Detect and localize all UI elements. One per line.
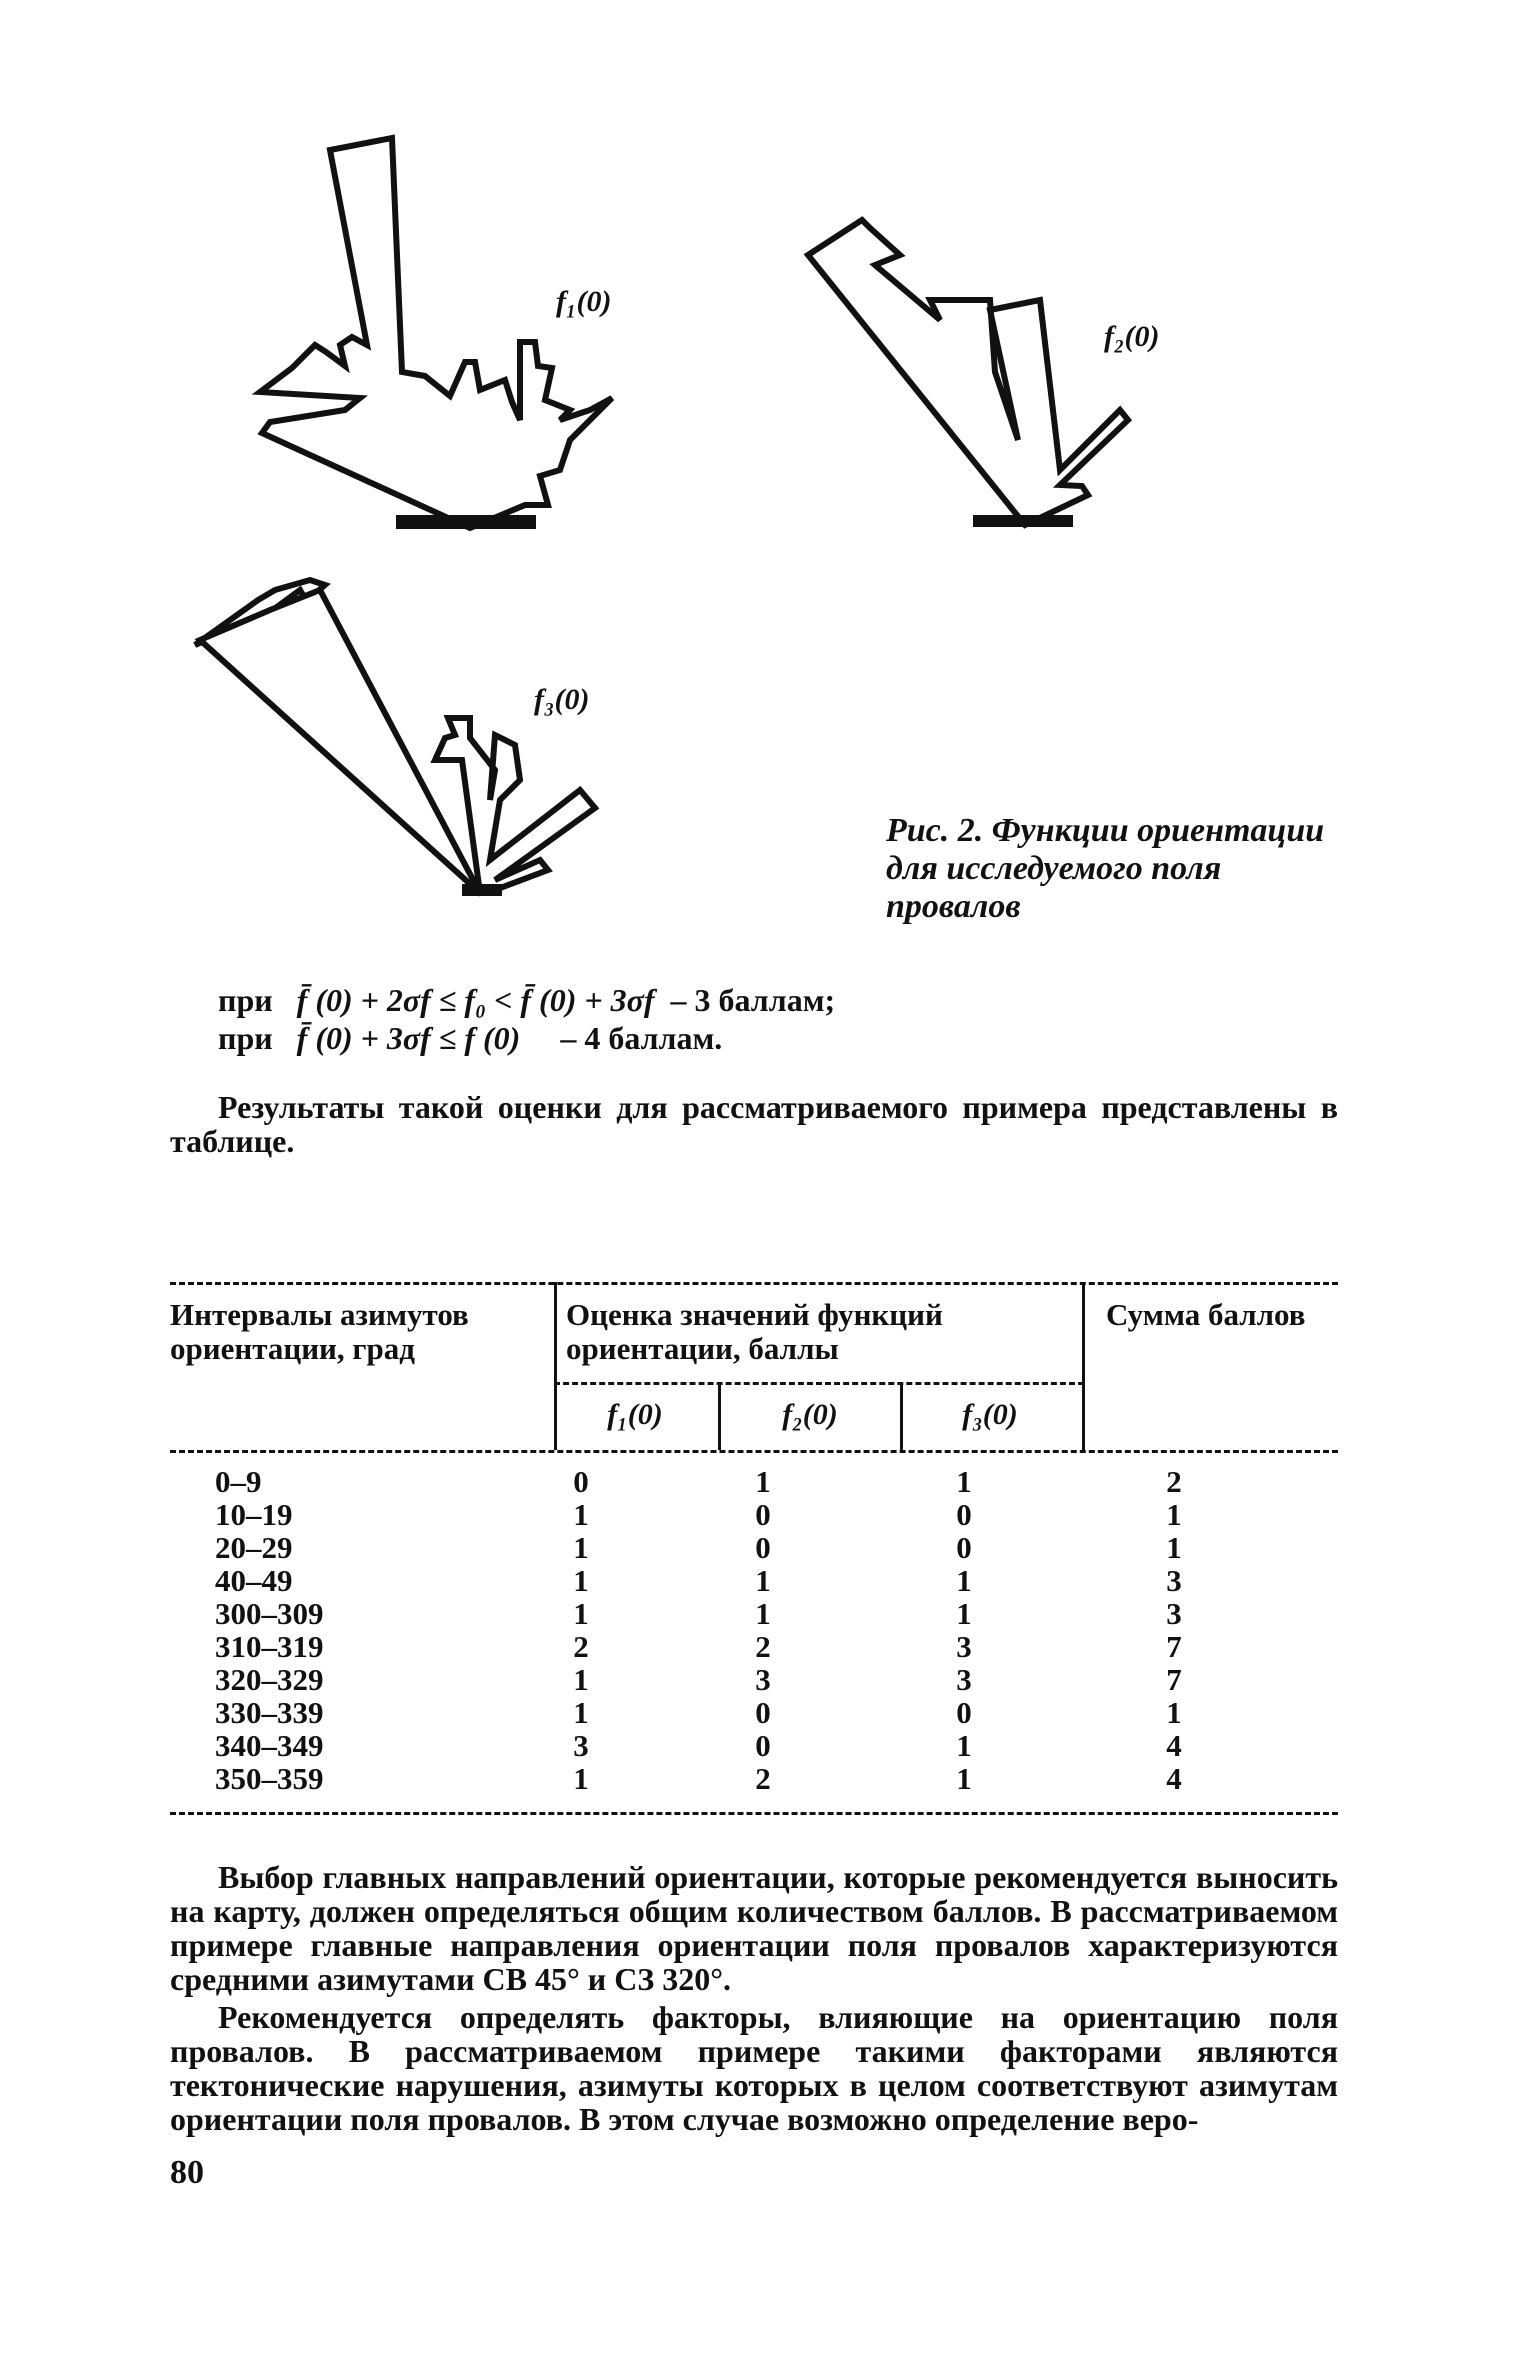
cell-f3: 1 [956, 1464, 972, 1499]
formula-line-1 [218, 980, 1218, 1020]
formula-2-expr: f̄ (0) + 3σf ≤ f (0) [296, 1020, 521, 1056]
cell-sum: 1 [1166, 1497, 1182, 1532]
cell-f3: 1 [956, 1761, 972, 1796]
subheader-f3: f₃(0) [962, 1398, 1018, 1431]
cell-f2: 3 [755, 1662, 771, 1697]
table-header-bottom-rule [170, 1450, 1338, 1453]
table-vline-3 [900, 1382, 903, 1450]
cell-interval: 350–359 [215, 1761, 324, 1796]
cell-sum: 4 [1166, 1728, 1182, 1763]
header-intervals: Интервалы азимутов ориентации, град [170, 1297, 469, 1366]
cell-f2: 1 [755, 1596, 771, 1631]
cell-f3: 1 [956, 1596, 972, 1631]
table-top-rule [170, 1282, 1338, 1285]
cell-f2: 0 [755, 1695, 771, 1730]
cell-f3: 3 [956, 1662, 972, 1697]
cell-interval: 330–339 [215, 1695, 324, 1730]
cell-f3: 0 [956, 1530, 972, 1565]
cell-sum: 7 [1166, 1629, 1182, 1664]
paragraph-2-text: Рекомендуется определять факторы, влияющие на ориентацию поля провалов. В рассматриваемом примере такими факторами являются тектонические нарушения, азимуты которых в целом соответствуют азимутам ориентации поля провалов. В этом случае возможно определение веро- [170, 1999, 1338, 2137]
intro-paragraph [170, 1090, 1338, 1158]
label-f3: f₃(0) [534, 683, 590, 716]
figure-caption: Рис. 2. Функции ориентации для исследуемого поля провалов [886, 812, 1325, 925]
label-f1: f₁(0) [556, 285, 612, 318]
cell-f2: 0 [755, 1728, 771, 1763]
formula-2-prefix: при [218, 1020, 273, 1056]
table-vline-1 [554, 1282, 557, 1450]
cell-f1: 2 [573, 1629, 589, 1664]
cell-f2: 2 [755, 1629, 771, 1664]
paragraph-1-text: Выбор главных направлений ориентации, которые рекомендуется выносить на карту, должен определяться общим количеством баллов. В рассматриваемом примере главные направления ориентации поля провалов характеризуются средними азимутами СВ 45° и СЗ 320°. [170, 1859, 1338, 1997]
table-mid-rule [554, 1382, 1084, 1385]
cell-f1: 1 [573, 1662, 589, 1697]
formula-1-result: – 3 баллам; [670, 982, 836, 1018]
formula-2-result: – 4 баллам. [560, 1020, 723, 1056]
cell-f3: 0 [956, 1695, 972, 1730]
cell-interval: 20–29 [215, 1530, 293, 1565]
cell-interval: 310–319 [215, 1629, 324, 1664]
cell-sum: 1 [1166, 1695, 1182, 1730]
cell-sum: 1 [1166, 1530, 1182, 1565]
cell-interval: 340–349 [215, 1728, 324, 1763]
cell-f3: 1 [956, 1728, 972, 1763]
cell-f1: 1 [573, 1563, 589, 1598]
cell-f1: 0 [573, 1464, 589, 1499]
subheader-f1: f₁(0) [607, 1398, 663, 1431]
cell-sum: 3 [1166, 1563, 1182, 1598]
cell-interval: 300–309 [215, 1596, 324, 1631]
cell-f3: 3 [956, 1629, 972, 1664]
cell-sum: 7 [1166, 1662, 1182, 1697]
cell-f1: 1 [573, 1497, 589, 1532]
table-vline-2 [718, 1382, 721, 1450]
cell-interval: 0–9 [215, 1464, 262, 1499]
formula-1-expr: f̄ (0) + 2σf ≤ f₀ < f̄ (0) + 3σf [296, 982, 655, 1018]
cell-f1: 1 [573, 1761, 589, 1796]
cell-sum: 2 [1166, 1464, 1182, 1499]
cell-interval: 40–49 [215, 1563, 293, 1598]
cell-interval: 10–19 [215, 1497, 293, 1532]
cell-f1: 1 [573, 1596, 589, 1631]
header-scores: Оценка значений функций ориентации, баллы [566, 1297, 943, 1366]
cell-f2: 1 [755, 1464, 771, 1499]
label-f2: f₂(0) [1104, 320, 1160, 353]
cell-sum: 4 [1166, 1761, 1182, 1796]
formula-line-2 [218, 1018, 1218, 1058]
subheader-f2: f₂(0) [782, 1398, 838, 1431]
cell-f2: 1 [755, 1563, 771, 1598]
paragraph-2 [170, 2000, 1338, 2136]
cell-f2: 0 [755, 1530, 771, 1565]
cell-f2: 2 [755, 1761, 771, 1796]
cell-f1: 1 [573, 1530, 589, 1565]
table-bottom-rule [170, 1812, 1338, 1815]
table-vline-4 [1082, 1282, 1085, 1450]
header-sum: Сумма баллов [1106, 1297, 1306, 1332]
paragraph-1 [170, 1860, 1338, 1996]
cell-sum: 3 [1166, 1596, 1182, 1631]
cell-f1: 3 [573, 1728, 589, 1763]
cell-f1: 1 [573, 1695, 589, 1730]
cell-f2: 0 [755, 1497, 771, 1532]
page-number: 80 [170, 2154, 204, 2191]
intro-text: Результаты такой оценки для рассматриваемого примера представлены в таблице. [170, 1089, 1338, 1159]
cell-f3: 0 [956, 1497, 972, 1532]
formula-1-prefix: при [218, 982, 273, 1018]
cell-f3: 1 [956, 1563, 972, 1598]
cell-interval: 320–329 [215, 1662, 324, 1697]
